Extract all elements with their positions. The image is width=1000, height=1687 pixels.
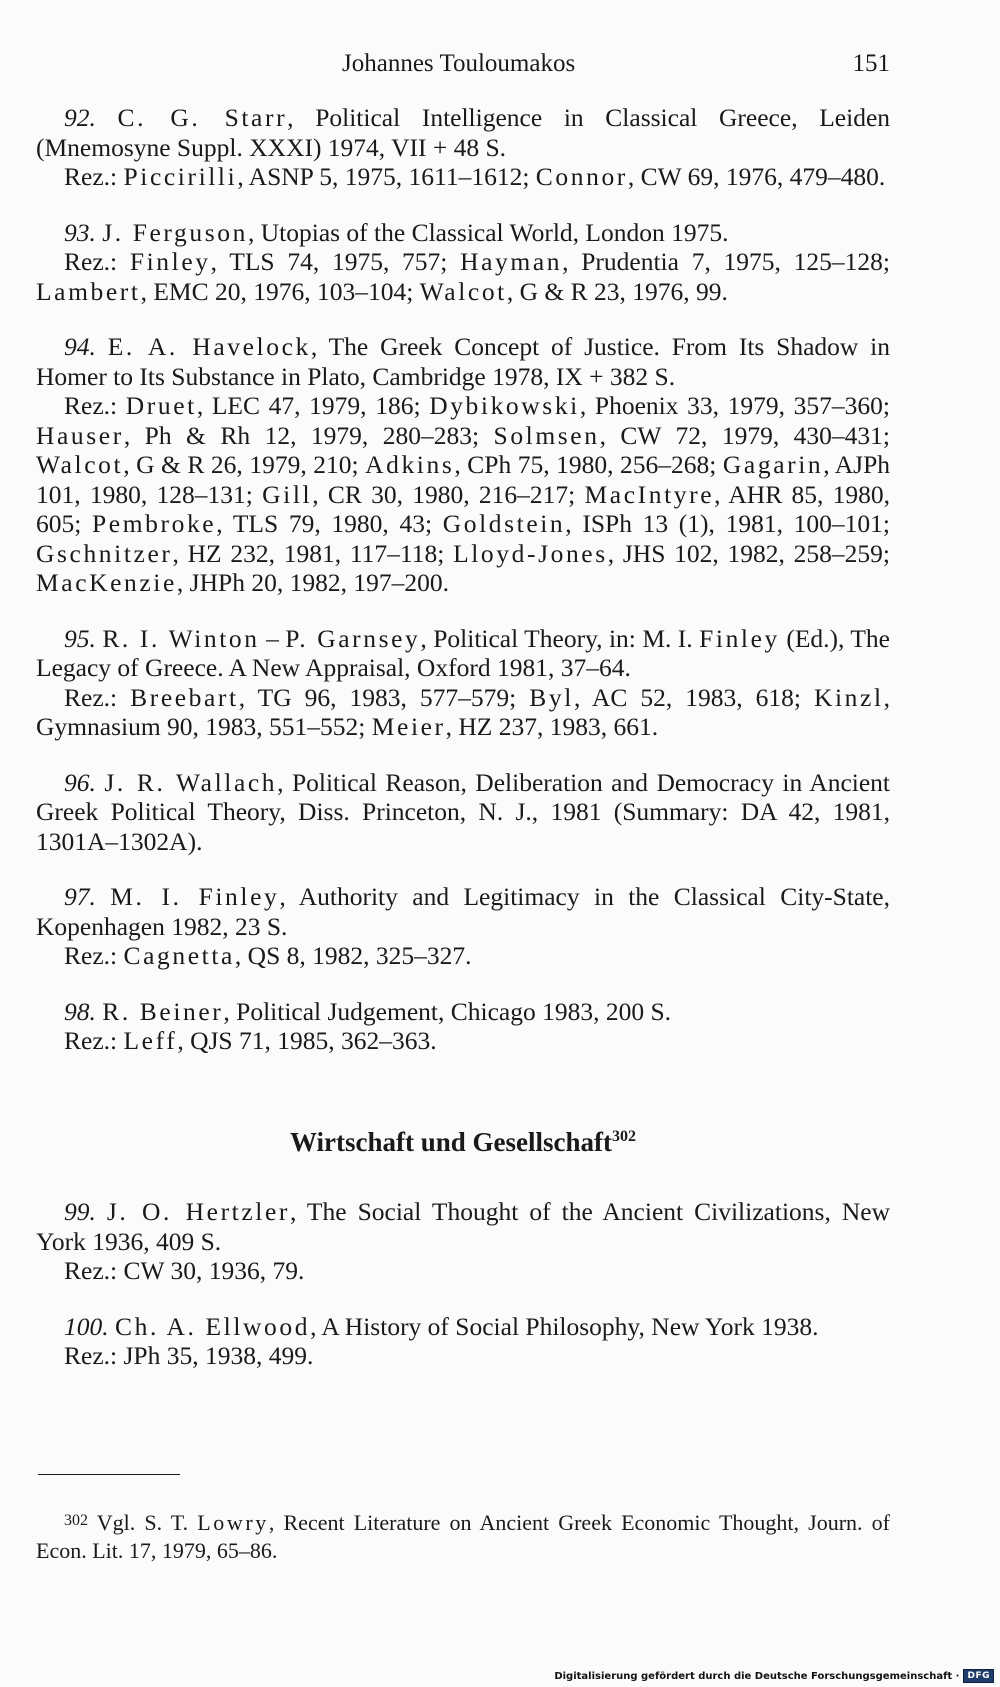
entry-reviews [36,391,890,598]
reviewer-name: MacIntyre [584,479,715,509]
reviewer-name: Walcot [36,450,124,479]
review-prefix: Rez.: [64,1341,124,1370]
entry-author: C. G. Starr [117,103,288,132]
entry-editor: Finley [699,623,780,653]
entry-title: , Political Judgement, Chicago 1983, 200 S. [223,996,672,1026]
reviewer-name: Solmsen [493,420,600,450]
review-prefix: Rez.: [64,162,124,191]
review-detail: , EMC 20, 1976, 103–104; [140,276,420,306]
reviewer-name: Gagarin [722,450,824,479]
footnote [36,1507,890,1565]
reviewer-name: Leff [123,1026,178,1055]
entry-title: , Political Theory, in: M. I. [420,623,700,653]
running-head: Johannes Touloumakos [342,50,576,77]
review-detail: , TLS 74, 1975, 757; [210,247,461,276]
reviewer-name: Breebart [130,682,239,712]
review-detail: , QJS 71, 1985, 362–363. [177,1026,437,1055]
entry-title: , Political Reason, Deliberation and Democracy in Ancient Greek Political Theory, Diss. Princeton, N. J., 1981 (Summary: DA 42, 1981, 1301A–1302A). [36,767,890,856]
bibliography-entry-99 [36,1197,890,1286]
bibliography-entry-94 [36,332,890,598]
entry-citation [36,1312,890,1342]
review-detail: , HZ 237, 1983, 661. [445,712,659,741]
entry-title: , A History of Social Philosophy, New York 1938. [310,1311,819,1341]
entry-title-cont: (Ed.), The Legacy of Greece. A New Appraisal, Oxford 1981, 37–64. [36,623,891,682]
review-detail: , G & R 23, 1976, 99. [506,276,728,306]
review-prefix: Rez.: [64,1026,124,1055]
review-detail: , Gymnasium 90, 1983, 551–552; [36,682,891,741]
review-detail: , CPh 75, 1980, 256–268; [454,450,723,479]
entry-reviews [36,941,890,971]
entry-reviews [36,683,890,742]
entry-author: R. I. Winton [102,623,260,653]
entry-citation [36,218,890,248]
entry-number: 99. [64,1197,96,1226]
entry-title: , The Greek Concept of Justice. From Its Shadow in Homer to Its Substance in Plato, Cambridge 1978, IX + 382 S. [36,332,890,391]
reviewer-name: Finley [129,247,211,276]
bibliography-entry-95 [36,624,890,742]
reviewer-name: Gill [262,479,313,509]
entry-citation [36,1197,890,1256]
entry-reviews [36,247,890,306]
entry-author: J. Ferguson [102,217,248,247]
entry-citation [36,882,890,941]
entry-author: J. R. Wallach [104,767,278,797]
review-detail: , LEC 47, 1979, 186; [196,391,430,420]
entry-citation [36,332,890,391]
review-detail: , TLS 79, 1980, 43; [216,509,443,538]
bibliography-entry-93 [36,218,890,307]
review-detail: , CW 69, 1976, 479–480. [627,162,886,191]
reviewer-name: Dybikowski [429,391,580,420]
review-detail: , Ph & Rh 12, 1979, 280–283; [123,420,494,450]
entry-author: P. Garnsey [285,623,421,653]
review-detail: JPh 35, 1938, 499. [123,1341,314,1370]
entry-number: 100. [64,1311,109,1341]
reviewer-name: Adkins [365,450,455,479]
author-separator: – [259,623,286,653]
entry-title: , Authority and Legitimacy in the Classical City-State, Kopenhagen 1982, 23 S. [36,882,891,941]
review-detail: , HZ 232, 1981, 117–118; [172,538,454,568]
entry-number: 98. [64,996,96,1026]
entry-title: , Political Intelligence in Classical Greece, Leiden (Mnemosyne Suppl. XXXI) 1974, VII + 48 S. [36,103,891,162]
review-prefix: Rez.: [64,391,126,420]
dfg-logo: DFG [963,1669,994,1683]
entry-author: Ch. A. Ellwood [115,1311,311,1341]
review-prefix: Rez.: [64,247,130,276]
footnote-author: Lowry [197,1510,269,1535]
footnote-divider [38,1474,180,1475]
reviewer-name: Hayman [460,247,563,276]
bibliography-entry-92 [36,103,890,192]
entry-citation [36,768,890,857]
entry-citation [36,103,890,162]
digitization-credit [554,1669,994,1683]
footnote-reference: 302 [612,1127,636,1145]
entry-number: 96. [64,767,96,797]
reviewer-name: Cagnetta [123,941,235,970]
review-detail: , Phoenix 33, 1979, 357–360; [579,391,891,420]
reviewer-name: MacKenzie [36,568,177,597]
reviewer-name: Byl [529,682,574,712]
review-prefix: Rez.: [64,941,124,970]
reviewer-name: Piccirilli [123,162,238,191]
entry-number: 97. [64,882,96,911]
entry-author: R. Beiner [102,996,224,1026]
entry-reviews [36,1026,890,1056]
review-detail: , CR 30, 1980, 216–217; [312,479,585,509]
reviewer-name: Meier [371,712,446,741]
reviewer-name: Kinzl [813,682,884,712]
section-heading-text: Wirtschaft und Gesellschaft [290,1126,612,1157]
entry-number: 95. [64,623,96,653]
reviewer-name: Hauser [36,420,124,450]
page-header [36,48,890,84]
reviewer-name: Gschnitzer [36,538,173,568]
review-detail: , AJPh 101, 1980, 128–131; [36,450,890,509]
footnote-text: , Recent Literature on Ancient Greek Economic Thought, Journ. of Econ. Lit. 17, 1979, 65–86. [36,1510,890,1563]
review-prefix: Rez.: [64,682,131,712]
footnote-prefix: Vgl. S. T. [88,1510,198,1535]
entry-reviews [36,162,890,192]
entry-reviews [36,1341,890,1371]
reviewer-name: Pembroke [92,509,217,538]
review-detail: , AHR 85, 1980, 605; [36,479,890,538]
review-prefix: Rez.: [64,1256,124,1285]
entry-author: J. O. Hertzler [106,1197,290,1226]
review-detail: , Prudentia 7, 1975, 125–128; [562,247,890,276]
entry-number: 92. [64,103,96,132]
digitization-text: Digitalisierung gefördert durch die Deutsche Forschungsgemeinschaft · [554,1670,960,1682]
entry-title: , The Social Thought of the Ancient Civilizations, New York 1936, 409 S. [36,1197,891,1256]
entry-number: 93. [64,217,96,247]
section-heading [36,1122,890,1158]
page-number: 151 [852,50,890,77]
footnote-mark: 302 [64,1512,88,1529]
reviewer-name: Lambert [36,276,141,306]
bibliography-entry-98 [36,997,890,1056]
entry-author: M. I. Finley [110,882,280,911]
reviewer-name: Goldstein [442,509,566,538]
review-detail: , ISPh 13 (1), 1981, 100–101; [565,509,890,538]
review-detail: , TG 96, 1983, 577–579; [238,682,530,712]
review-detail: , G & R 26, 1979, 210; [123,450,366,479]
entry-citation [36,624,890,683]
entry-number: 94. [64,332,96,361]
bibliography-entry-97 [36,882,890,971]
review-detail: , ASNP 5, 1975, 1611–1612; [237,162,536,191]
review-detail: , JHPh 20, 1982, 197–200. [176,568,449,597]
review-detail: , JHS 102, 1982, 258–259; [607,538,890,568]
review-detail: , AC 52, 1983, 618; [573,682,814,712]
review-detail: , CW 72, 1979, 430–431; [599,420,890,450]
bibliography-entry-100 [36,1312,890,1371]
reviewer-name: Connor [535,162,628,191]
entry-reviews [36,1256,890,1286]
reviewer-name: Druet [125,391,197,420]
entry-author: E. A. Havelock [107,332,311,361]
entry-citation [36,997,890,1027]
reviewer-name: Lloyd-Jones [453,538,608,568]
bibliography-body [36,103,890,1397]
entry-title: , Utopias of the Classical World, London 1975. [247,217,729,247]
bibliography-entry-96 [36,768,890,857]
review-detail: CW 30, 1936, 79. [123,1256,305,1285]
review-detail: , QS 8, 1982, 325–327. [234,941,472,970]
reviewer-name: Walcot [419,276,507,306]
